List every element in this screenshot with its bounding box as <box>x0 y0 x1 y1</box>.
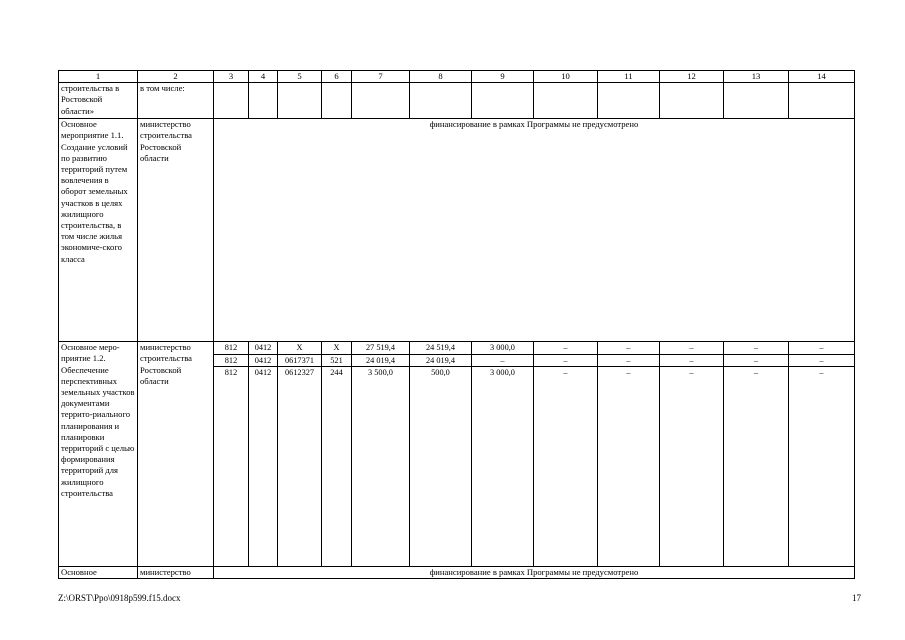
header-cell: 14 <box>789 71 855 83</box>
header-cell: 12 <box>660 71 724 83</box>
header-cell: 7 <box>352 71 410 83</box>
measure-name-cell: Основное мероприятие 1.1. Создание условий по развитию территорий путем вовлечения в оборот земельных участков в целях жилищного строительства, в том числе жилья экономиче-ского класса <box>59 119 138 342</box>
header-cell: 6 <box>322 71 352 83</box>
header-cell: 11 <box>598 71 660 83</box>
table-row: 812 0412 0617371 521 24 019,4 24 019,4 – – – – – – <box>59 354 855 367</box>
no-funding-note: финансирование в рамках Программы не предусмотрено <box>214 567 855 579</box>
no-funding-note: финансирование в рамках Программы не предусмотрено <box>214 119 855 342</box>
executor-cell: министерство строительства Ростовской области <box>138 342 214 567</box>
header-cell: 9 <box>472 71 534 83</box>
header-cell: 5 <box>278 71 322 83</box>
header-cell: 10 <box>534 71 598 83</box>
header-cell: 2 <box>138 71 214 83</box>
file-path: Z:\ORST\Ppo\0918p599.f15.docx <box>58 593 181 603</box>
table-row <box>59 83 855 119</box>
header-cell: 4 <box>249 71 278 83</box>
table-row <box>59 119 855 342</box>
executor-cell: в том числе: <box>138 83 214 119</box>
header-cell: 8 <box>410 71 472 83</box>
program-name-cell: строительства в Ростовской области» <box>59 83 138 119</box>
table-row: Основное меро-приятие 1.2. Обеспечение перспективных земельных участков документами террито-риального планирования и планировки территорий с целью формирования территорий для жилищного строительства министерство строительства Ростовской области 812 0412 X X 27 519,4 24 519,4 3 000,0 – – – – – <box>59 342 855 355</box>
header-cell: 1 <box>59 71 138 83</box>
header-row <box>59 71 855 83</box>
header-cell: 13 <box>724 71 789 83</box>
measure-name-cell: Основное меро-приятие 1.2. Обеспечение перспективных земельных участков документами террито-риального планирования и планировки территорий с целью формирования территорий для жилищного строительства <box>59 342 138 567</box>
table-row <box>59 567 855 579</box>
executor-cell: министерство <box>138 567 214 579</box>
table-row: 812 0412 0612327 244 3 500,0 500,0 3 000,0 – – – – – <box>59 367 855 567</box>
page-number: 17 <box>852 593 861 603</box>
header-cell: 3 <box>214 71 249 83</box>
budget-table <box>58 70 855 579</box>
measure-name-cell: Основное <box>59 567 138 579</box>
executor-cell: министерство строительства Ростовской области <box>138 119 214 342</box>
